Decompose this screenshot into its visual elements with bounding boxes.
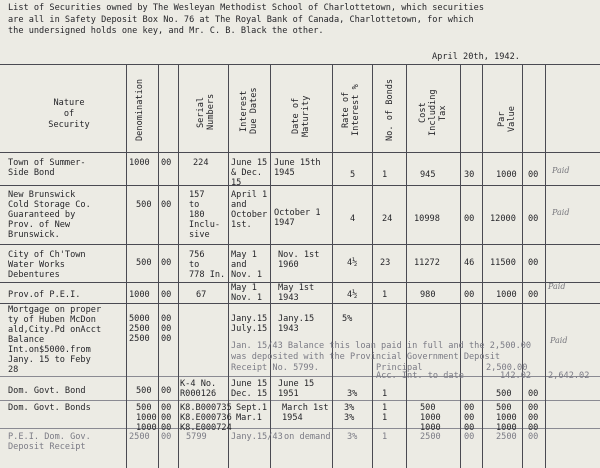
- cell-rate: 3%: [347, 389, 358, 399]
- column-rule: [270, 64, 271, 468]
- cell-interest-due: Jany.15/43: [231, 432, 283, 442]
- cell-rate: 3%: [347, 432, 358, 442]
- cell-cost-cents: 46: [464, 258, 475, 268]
- header-par: Par Value: [497, 106, 517, 132]
- cell-par: 500 1000 1000: [496, 403, 517, 433]
- cell-interest-due: Sept.1 Mar.1: [236, 403, 268, 423]
- heading-line-3: the undersigned holds one key, and Mr. C. B. Black the other.: [8, 26, 324, 36]
- cell-cost: 10998: [414, 214, 440, 224]
- cell-bonds: 23: [380, 258, 391, 268]
- cell-cost-cents: 00: [464, 290, 475, 300]
- cell-denomination-cents: 00: [161, 200, 172, 210]
- cell-cost-cents: 00: [464, 432, 475, 442]
- principal-label: Principal: [376, 363, 423, 373]
- cell-bonds: 1: [382, 389, 388, 399]
- cell-denomination: 500: [136, 258, 152, 268]
- cell-rate: 4½: [347, 258, 358, 268]
- cell-maturity: March 1st 1954: [282, 403, 329, 423]
- cell-cost-cents: 00 00 00: [464, 403, 475, 433]
- cell-interest-due: May 1 Nov. 1: [231, 283, 263, 303]
- header-bonds: No. of Bonds: [385, 78, 395, 142]
- cell-denomination: 500: [136, 200, 152, 210]
- cell-denomination: 500: [136, 386, 152, 396]
- column-rule: [158, 64, 159, 468]
- cell-denomination: 1000: [129, 290, 150, 300]
- header-nature: Nature of Security: [48, 98, 90, 130]
- cell-par-cents: 00 00 00: [528, 403, 539, 433]
- cell-par-cents: 00: [528, 389, 539, 399]
- cell-cost: 500 1000 1000: [420, 403, 441, 433]
- interest-value: 142.02: [500, 371, 532, 381]
- cell-bonds: 1: [382, 432, 388, 442]
- cell-serial: 157 to 180 Inclu- sive: [189, 190, 221, 240]
- cell-bonds: 1: [382, 170, 388, 180]
- cell-maturity: June 15th 1945: [274, 158, 321, 178]
- header-bottom-rule: [0, 152, 600, 153]
- cell-bonds: 1 1: [382, 403, 388, 423]
- cell-interest-due: Jany.15 July.15: [231, 314, 268, 334]
- cell-rate: 4: [350, 214, 356, 224]
- cell-cost: 980: [420, 290, 436, 300]
- cell-serial: K8.B000735 K8.E000736 K8.E000724: [180, 403, 232, 433]
- cell-par: 500: [496, 389, 512, 399]
- column-rule: [372, 64, 373, 468]
- cell-par-cents: 00: [528, 170, 539, 180]
- cell-par: 12000: [490, 214, 516, 224]
- cell-nature: Town of Summer- Side Bond: [8, 158, 86, 178]
- cell-interest-due: June 15 & Dec. 15: [231, 158, 268, 188]
- cell-cost: 11272: [414, 258, 440, 268]
- column-rule: [332, 64, 333, 468]
- cell-denomination-cents: 00 00 00: [161, 314, 172, 344]
- cell-denomination: 1000: [129, 158, 150, 168]
- heading-line-2: are all in Safety Deposit Box No. 76 at The Royal Bank of Canada, Charlottetown, for which: [8, 14, 474, 25]
- cell-interest-due: May 1 and Nov. 1: [231, 250, 263, 280]
- cell-nature: P.E.I. Dom. Gov. Deposit Receipt: [8, 432, 91, 452]
- mortgage-note-line-2: was deposited with the Provincial Government Deposit: [231, 352, 501, 362]
- row-rule: [0, 185, 600, 186]
- document-date: April 20th, 1942.: [432, 52, 520, 62]
- column-rule: [126, 64, 127, 468]
- cell-par-cents: 00: [528, 214, 539, 224]
- cell-cost: 2500: [420, 432, 441, 442]
- cell-denomination: 5000 2500 2500: [129, 314, 150, 344]
- cell-denomination-cents: 00: [161, 386, 172, 396]
- header-denomination: Denomination: [135, 78, 145, 142]
- cell-cost-cents: 30: [464, 170, 475, 180]
- cell-par: 2500: [496, 432, 517, 442]
- cell-nature: Dom. Govt. Bond: [8, 386, 86, 396]
- cell-denomination: 500 1000 1000: [136, 403, 157, 433]
- cell-rate: 3% 3%: [344, 403, 355, 423]
- cell-bonds: 24: [382, 214, 393, 224]
- cell-rate: 5: [350, 170, 356, 180]
- heading-line-1: List of Securities owned by The Wesleyan Methodist School of Charlottetown, which securities: [8, 3, 484, 13]
- cell-par-cents: 00: [528, 290, 539, 300]
- header-interest-due: Interest Due Dates: [239, 87, 259, 135]
- table-top-rule: [0, 64, 600, 65]
- column-rule: [460, 64, 461, 468]
- cell-cost-cents: 00: [464, 214, 475, 224]
- cell-nature: New Brunswick Cold Storage Co. Guaranteed by Prov. of New Brunswick.: [8, 190, 91, 240]
- cell-rate: 4½: [347, 290, 358, 300]
- row-rule: [0, 400, 600, 401]
- cell-denomination-cents: 00: [161, 258, 172, 268]
- interest-label: Acc. Int. to date: [376, 371, 464, 381]
- cell-par: 1000: [496, 290, 517, 300]
- cell-nature: Dom. Govt. Bonds: [8, 403, 91, 413]
- column-rule: [178, 64, 179, 468]
- cell-serial: 67: [196, 290, 207, 300]
- cell-maturity: May 1st 1943: [278, 283, 315, 303]
- cell-interest-due: June 15 Dec. 15: [231, 379, 268, 399]
- header-maturity: Date of Maturity: [291, 95, 311, 137]
- column-rule: [522, 64, 523, 468]
- cell-serial: 756 to 778 In.: [189, 250, 226, 280]
- mortgage-note-line-3: Receipt No. 5799.: [231, 363, 319, 373]
- margin-note: Paid: [552, 208, 570, 217]
- cell-maturity: Nov. 1st 1960: [278, 250, 320, 270]
- cell-nature: Prov.of P.E.I.: [8, 290, 81, 300]
- row-rule: [0, 244, 600, 245]
- cell-denomination-cents: 00: [161, 432, 172, 442]
- margin-note: Paid: [552, 166, 570, 175]
- document-heading: [8, 3, 568, 38]
- column-rule: [406, 64, 407, 468]
- column-rule: [545, 64, 546, 468]
- column-rule: [482, 64, 483, 468]
- header-serial: Serial Numbers: [196, 93, 216, 131]
- row-rule: [0, 303, 600, 304]
- margin-note: Paid: [548, 282, 566, 291]
- cell-denomination-cents: 00: [161, 158, 172, 168]
- cell-maturity: October 1 1947: [274, 208, 321, 228]
- cell-interest-due: April 1 and October 1st.: [231, 190, 268, 230]
- principal-value: 2,500.00: [486, 363, 528, 373]
- cell-rate: 5%: [342, 314, 353, 324]
- cell-maturity: June 15 1951: [278, 379, 315, 399]
- cell-bonds: 1: [382, 290, 388, 300]
- header-cost: Cost Including Tax: [418, 89, 448, 137]
- cell-cost: 945: [420, 170, 436, 180]
- cell-par: 1000: [496, 170, 517, 180]
- cell-nature: City of Ch'Town Water Works Debentures: [8, 250, 86, 280]
- cell-denomination-cents: 00: [161, 290, 172, 300]
- cell-serial: 224: [193, 158, 209, 168]
- mortgage-note-line-1: Jan. 15/43 Balance this loan paid in full and the 2,500.00: [231, 341, 532, 351]
- cell-nature: Mortgage on proper ty of Huben McDon ald,City.Pd onAcct Balance Int.on$5000.from Jany. 15 to Feby 28: [8, 305, 102, 375]
- cell-par-cents: 00: [528, 432, 539, 442]
- cell-serial: K-4 No. R000126: [180, 379, 217, 399]
- cell-denomination-cents: 00 00 00: [161, 403, 172, 433]
- header-rate: Rate of Interest %: [341, 84, 361, 136]
- margin-note: Paid: [550, 336, 568, 345]
- cell-serial: 5799: [186, 432, 207, 442]
- cell-par-cents: 00: [528, 258, 539, 268]
- mortgage-total: 2,642.02: [548, 371, 590, 381]
- cell-par: 11500: [490, 258, 516, 268]
- cell-maturity: on demand: [284, 432, 331, 442]
- cell-denomination: 2500: [129, 432, 150, 442]
- cell-maturity: Jany.15 1943: [278, 314, 315, 334]
